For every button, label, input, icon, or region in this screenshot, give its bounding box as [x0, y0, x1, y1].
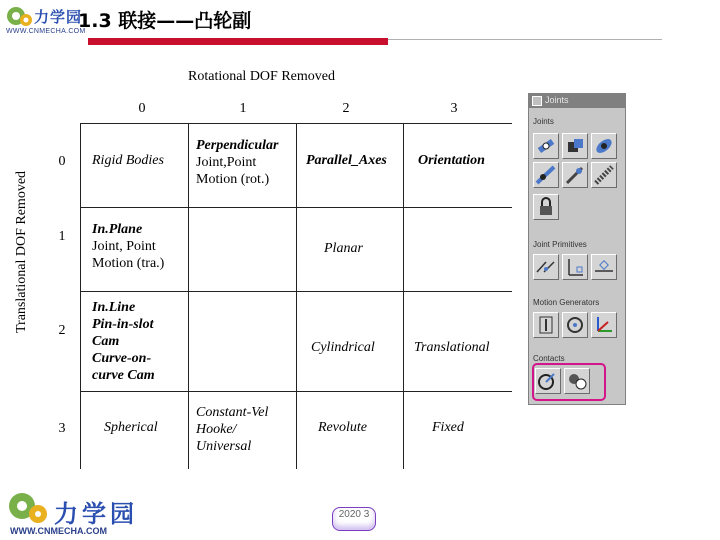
cell-line: In.Line — [92, 300, 136, 315]
cell-inline — [92, 299, 155, 384]
section-label-motion: Motion Generators — [533, 298, 600, 307]
row-header-2: 2 — [58, 323, 66, 338]
column-header-1: 1 — [239, 101, 247, 116]
section-label-primitives: Joint Primitives — [533, 240, 587, 249]
cell-cylindrical: Cylindrical — [311, 340, 375, 355]
table-grid-line — [296, 123, 297, 469]
logo-text: 力学园 — [54, 500, 138, 528]
point-on-plane-icon[interactable] — [591, 254, 617, 280]
screw-joint-icon[interactable] — [591, 162, 617, 188]
cell-spherical: Spherical — [104, 420, 158, 435]
cell-inplane — [92, 221, 164, 272]
column-header-2: 2 — [342, 101, 350, 116]
logo-url: WWW.CNMECHA.COM — [10, 526, 107, 536]
header-logo — [4, 4, 84, 38]
section-label-joints: Joints — [533, 117, 554, 126]
row-header-3: 3 — [58, 421, 66, 436]
cell-line: Motion (tra.) — [92, 256, 165, 271]
revolute-joint-icon[interactable] — [533, 133, 559, 159]
spherical-joint-icon[interactable] — [533, 162, 559, 188]
cell-revolute: Revolute — [318, 420, 367, 435]
table-grid-line — [80, 123, 81, 469]
cell-planar: Planar — [324, 241, 363, 256]
cell-parallel-axes: Parallel_Axes — [306, 153, 387, 168]
cell-translational: Translational — [414, 340, 490, 355]
cylindrical-joint-icon[interactable] — [591, 133, 617, 159]
cell-line: Curve-on- — [92, 351, 152, 366]
cell-line: Joint, Point — [92, 239, 156, 254]
universal-joint-icon[interactable] — [562, 162, 588, 188]
gear-logo-icon — [6, 490, 52, 528]
table-grid-line — [403, 123, 404, 469]
row-header-0: 0 — [58, 154, 66, 169]
cell-line: curve Cam — [92, 368, 155, 383]
inline-icon[interactable] — [562, 254, 588, 280]
prismatic-joint-icon[interactable] — [562, 133, 588, 159]
cell-fixed: Fixed — [432, 420, 464, 435]
cell-orientation: Orientation — [418, 153, 485, 168]
cell-rigid-bodies: Rigid Bodies — [92, 153, 164, 168]
joints-toolbar[interactable] — [528, 93, 626, 405]
logo-text: 力学园 — [34, 8, 83, 26]
cell-line: Cam — [92, 334, 120, 349]
page-number-badge: 2020 3 — [332, 507, 376, 531]
cell-line: Constant-Vel — [196, 405, 269, 420]
table-grid-line — [188, 123, 189, 469]
toolbar-titlebar[interactable] — [529, 94, 625, 108]
window-menu-icon[interactable] — [532, 96, 542, 106]
gear-logo-icon — [4, 4, 34, 30]
cell-title: In.Plane — [92, 222, 143, 237]
cell-line: Pin-in-slot — [92, 317, 154, 332]
page-title: 1.3 联接——凸轮副 — [78, 10, 252, 32]
contacts-highlight-box — [532, 363, 606, 401]
cell-title: Perpendicular — [196, 138, 279, 153]
footer-logo — [6, 488, 146, 540]
cell-line: Motion (rot.) — [196, 172, 270, 187]
linear-motor-icon[interactable] — [533, 312, 559, 338]
title-divider-line — [388, 39, 662, 40]
translation-axes-icon[interactable] — [591, 312, 617, 338]
cell-line: Hooke/ — [196, 422, 237, 437]
toolbar-title: Joints — [545, 95, 569, 105]
title-underline-bar — [88, 38, 388, 45]
column-header-3: 3 — [450, 101, 458, 116]
row-header-1: 1 — [58, 229, 66, 244]
logo-url: WWW.CNMECHA.COM — [6, 28, 86, 35]
row-axis-label: Translational DOF Removed — [14, 170, 29, 333]
column-header-0: 0 — [138, 101, 146, 116]
table-caption: Rotational DOF Removed — [188, 69, 335, 84]
cell-line: Joint,Point — [196, 155, 257, 170]
cell-line: Universal — [196, 439, 252, 454]
lock-icon[interactable] — [533, 194, 559, 220]
cell-perpendicular — [196, 137, 278, 188]
cell-constant-vel — [196, 404, 268, 455]
rotational-motor-icon[interactable] — [562, 312, 588, 338]
inplane-icon[interactable] — [533, 254, 559, 280]
section-label-contacts: Contacts — [533, 354, 565, 363]
